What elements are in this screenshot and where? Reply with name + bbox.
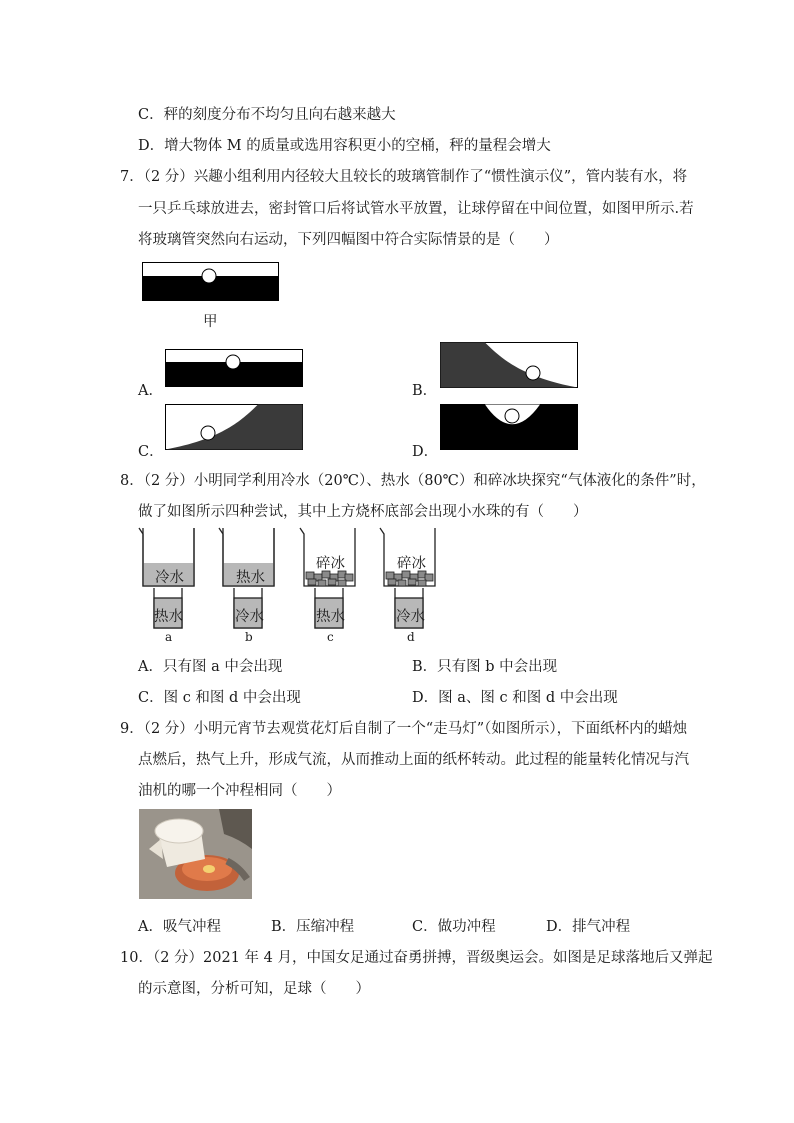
beaker-b-caption: b: [245, 630, 253, 644]
q9-option-b: B．压缩冲程: [271, 919, 355, 935]
q8-stem-line-1: 8．（2 分）小明同学利用冷水（20℃）、热水（80℃）和碎冰块探究“气体液化的条件”时，: [120, 473, 706, 489]
beaker-c-caption: c: [327, 630, 334, 644]
beaker-a-top-label: 冷水: [155, 570, 184, 586]
beaker-d-caption: d: [407, 630, 415, 644]
beaker-c-top-label: 碎冰: [316, 556, 345, 572]
q7-option-a-figure: [165, 349, 303, 388]
q7-stem-line-1: 7．（2 分）兴趣小组利用内径较大且较长的玻璃管制作了“惯性演示仪”，管内装有水，将: [120, 169, 688, 185]
q7-figure-caption: 甲: [203, 314, 218, 330]
q6-option-d: D．增大物体 M 的质量或选用容积更小的空桶，秤的量程会增大: [138, 138, 551, 154]
q10-stem-line-1: 10．（2 分）2021 年 4 月，中国女足通过奋勇拼搏，晋级奥运会。如图是足球落地后又弹起: [120, 950, 713, 966]
q7-label-d: D．: [412, 444, 439, 460]
q7-label-b: B．: [412, 383, 438, 399]
q8-stem-line-2: 做了如图所示四种尝试，其中上方烧杯底部会出现小水珠的有（ ）: [138, 504, 588, 520]
q7-option-c-figure: [165, 404, 303, 451]
q9-option-c: C．做功冲程: [412, 919, 496, 935]
beaker-b-top-label: 热水: [236, 570, 265, 586]
q7-stem-line-3: 将玻璃管突然向右运动，下列四幅图中符合实际情景的是（ ）: [138, 232, 559, 248]
q9-option-a: A．吸气冲程: [138, 919, 221, 935]
lantern-photo: [139, 809, 252, 899]
q8-option-d: D．图 a、图 c 和图 d 中会出现: [412, 690, 618, 706]
q9-option-d: D．排气冲程: [546, 919, 631, 935]
beaker-d-top-label: 碎冰: [397, 556, 426, 572]
q10-stem-line-2: 的示意图，分析可知，足球（ ）: [138, 981, 370, 997]
beaker-d-bottom-label: 冷水: [396, 609, 425, 625]
beaker-a-caption: a: [165, 630, 173, 644]
beaker-c-bottom-label: 热水: [316, 609, 345, 625]
q8-option-a: A．只有图 a 中会出现: [138, 659, 283, 675]
lantern-photo-illustration: [139, 809, 252, 899]
q7-figure-jia: [142, 262, 279, 302]
q7-label-c: C．: [138, 444, 164, 460]
q8-option-c: C．图 c 和图 d 中会出现: [138, 690, 301, 706]
q8-option-b: B．只有图 b 中会出现: [412, 659, 558, 675]
q6-option-c: C．秤的刻度分布不均匀且向右越来越大: [138, 107, 396, 123]
q9-stem-line-1: 9．（2 分）小明元宵节去观赏花灯后自制了一个“走马灯”（如图所示），下面纸杯内的蜡烛: [120, 721, 688, 737]
q7-option-b-figure: [440, 342, 578, 389]
q7-label-a: A．: [138, 383, 163, 399]
q9-stem-line-2: 点燃后，热气上升，形成气流，从而推动上面的纸杯转动。此过程的能量转化情况与汽: [138, 752, 689, 768]
beaker-a-bottom-label: 热水: [154, 609, 183, 625]
q9-stem-line-3: 油机的哪一个冲程相同（ ）: [138, 783, 341, 799]
beaker-b-bottom-label: 冷水: [235, 609, 264, 625]
q7-option-d-figure: [440, 404, 578, 451]
q7-stem-line-2: 一只乒乓球放进去，密封管口后将试管水平放置，让球停留在中间位置，如图甲所示.若: [138, 201, 694, 217]
